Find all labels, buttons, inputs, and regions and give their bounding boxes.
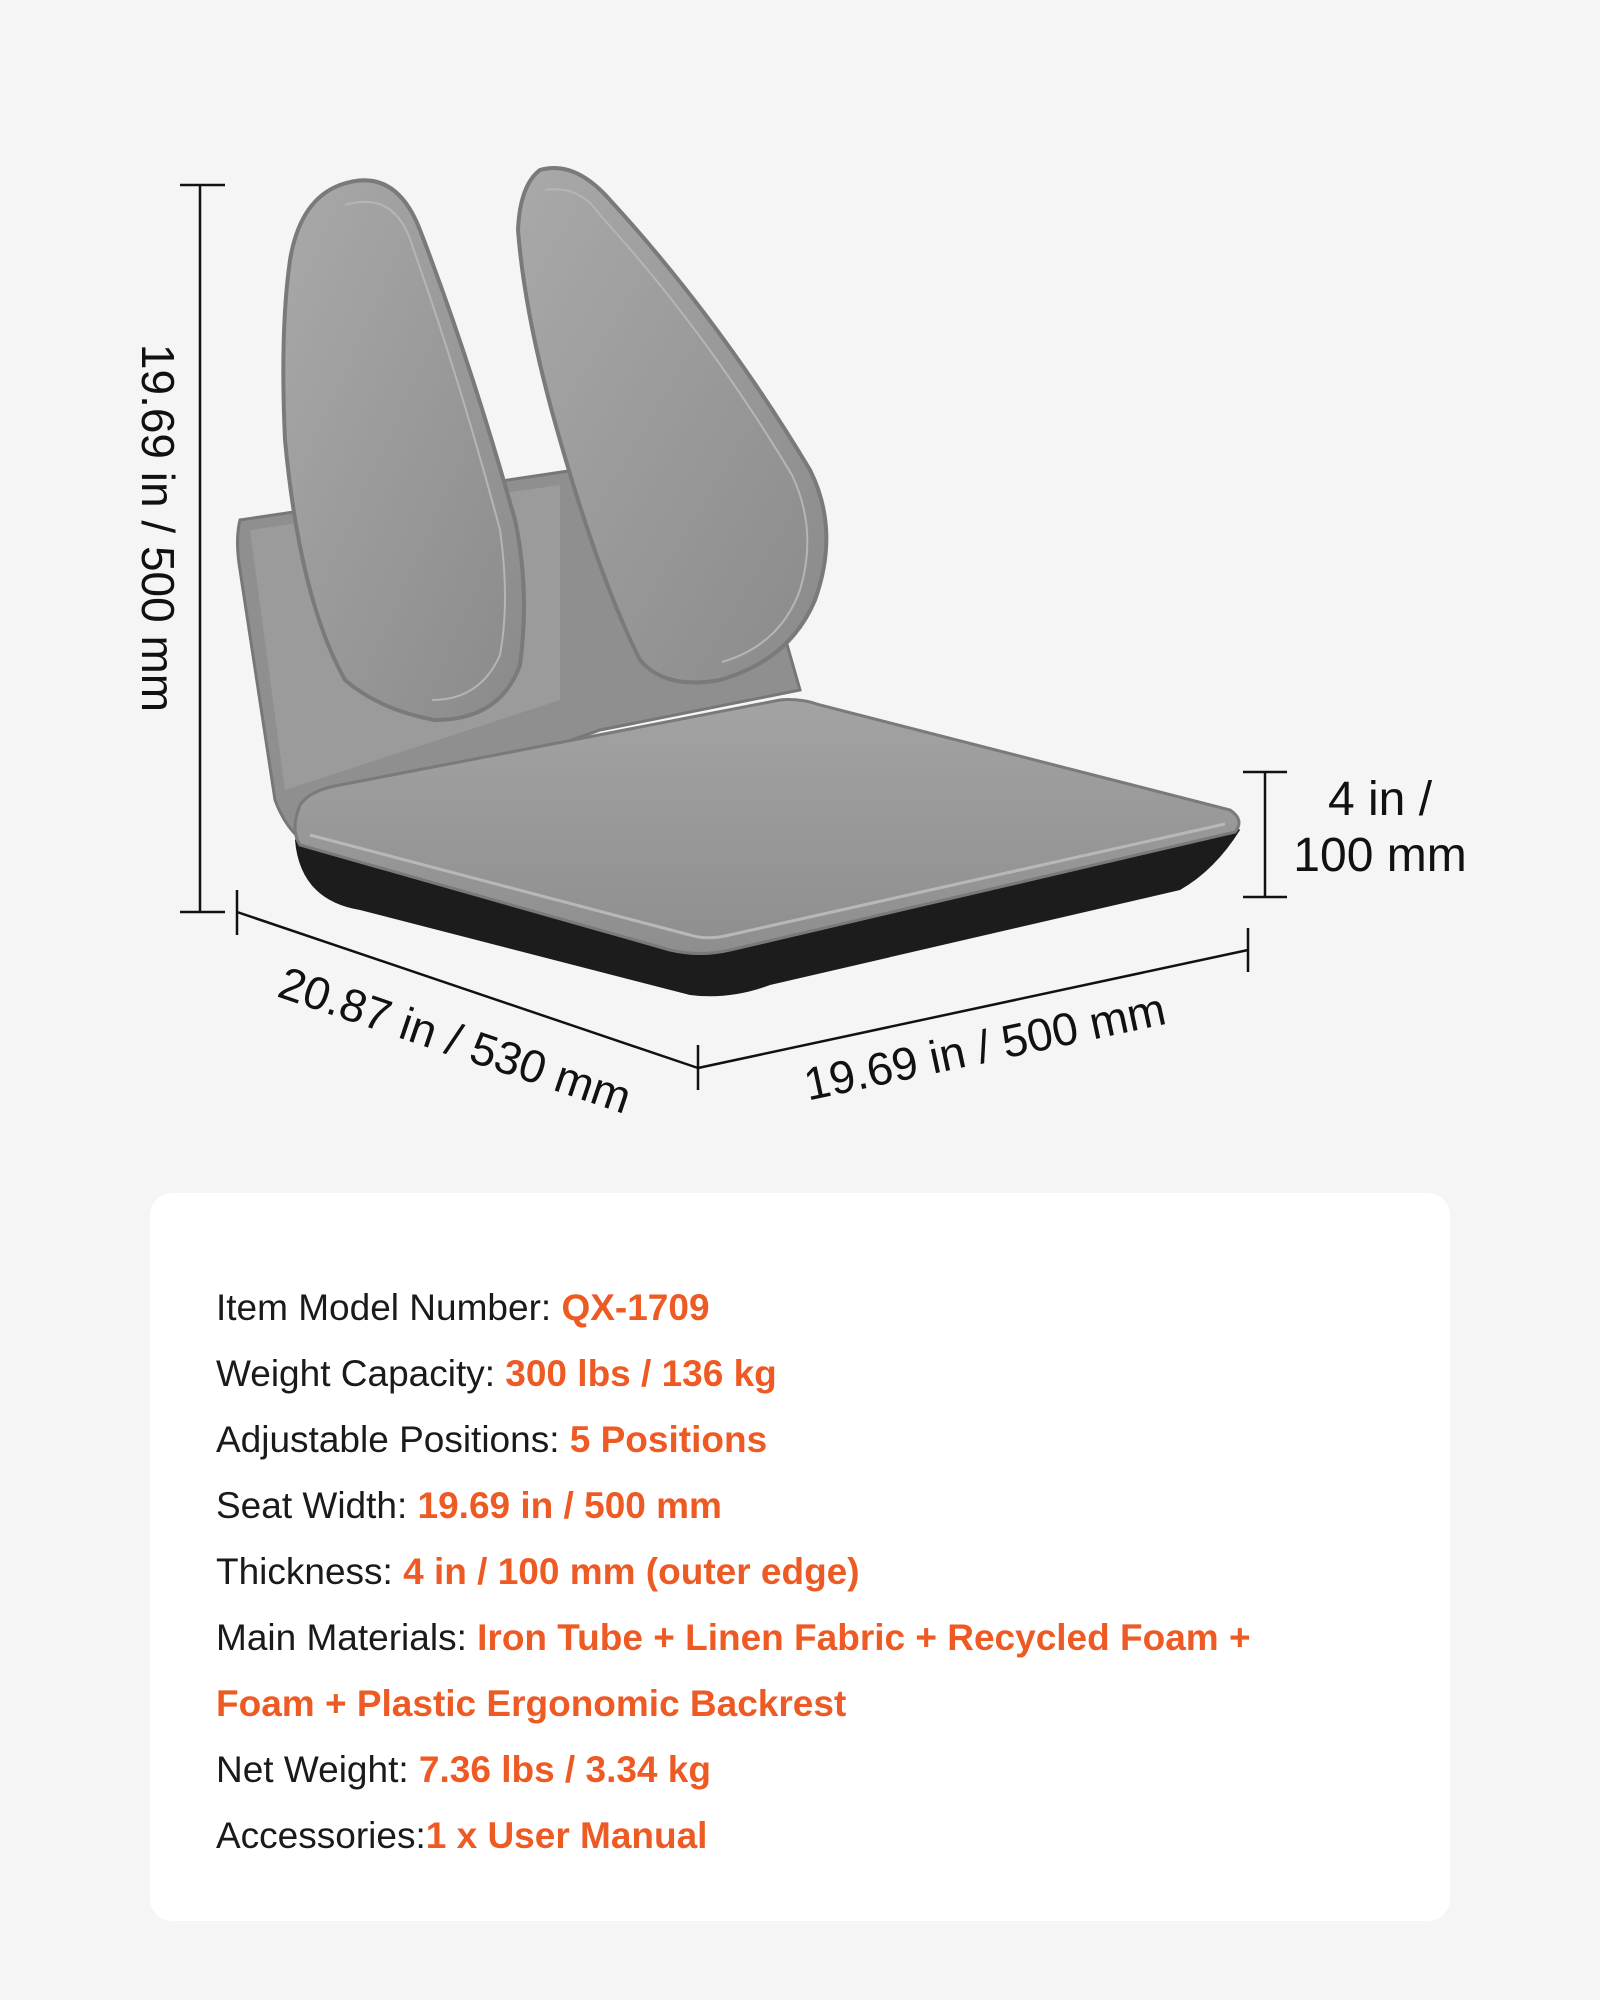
spec-value: 19.69 in / 500 mm: [417, 1485, 722, 1526]
height-dimension-label: 19.69 in / 500 mm: [132, 343, 184, 713]
spec-value: QX-1709: [561, 1287, 710, 1328]
spec-row-accessories: [216, 1803, 1386, 1869]
depth-dimension-label: 20.87 in / 530 mm: [272, 956, 638, 1124]
spec-value: 1 x User Manual: [425, 1815, 708, 1856]
thickness-dimension-label: [1265, 772, 1495, 884]
spec-value: 7.36 lbs / 3.34 kg: [418, 1749, 711, 1790]
spec-row-thickness: [216, 1539, 1386, 1605]
spec-row-capacity: [216, 1341, 1386, 1407]
spec-row-seat-width: [216, 1473, 1386, 1539]
spec-label: Main Materials:: [216, 1617, 478, 1658]
spec-label: Thickness:: [216, 1551, 404, 1592]
thickness-line-1: 4 in /: [1327, 773, 1433, 826]
spec-label: Weight Capacity:: [216, 1353, 506, 1394]
width-dimension-label: 19.69 in / 500 mm: [799, 982, 1171, 1111]
spec-value: 4 in / 100 mm (outer edge): [403, 1551, 860, 1592]
thickness-line-2: 100 mm: [1293, 829, 1467, 882]
spec-value: Iron Tube + Linen Fabric + Recycled Foam +: [477, 1617, 1251, 1658]
spec-row-materials: [216, 1605, 1386, 1671]
spec-value: 5 Positions: [569, 1419, 768, 1460]
spec-value: Foam + Plastic Ergonomic Backrest: [216, 1683, 847, 1724]
spec-row-net-weight: [216, 1737, 1386, 1803]
specifications-list: [216, 1275, 1386, 1869]
spec-value: 300 lbs / 136 kg: [505, 1353, 777, 1394]
height-dimension-line: [180, 185, 225, 912]
spec-label: Seat Width:: [216, 1485, 418, 1526]
spec-row-materials-cont: [216, 1671, 1386, 1737]
spec-label: Accessories:: [216, 1815, 426, 1856]
specifications-card: [150, 1193, 1450, 1921]
spec-label: Item Model Number:: [216, 1287, 562, 1328]
spec-row-model: [216, 1275, 1386, 1341]
spec-label: Net Weight:: [216, 1749, 419, 1790]
spec-label: Adjustable Positions:: [216, 1419, 570, 1460]
spec-row-positions: [216, 1407, 1386, 1473]
